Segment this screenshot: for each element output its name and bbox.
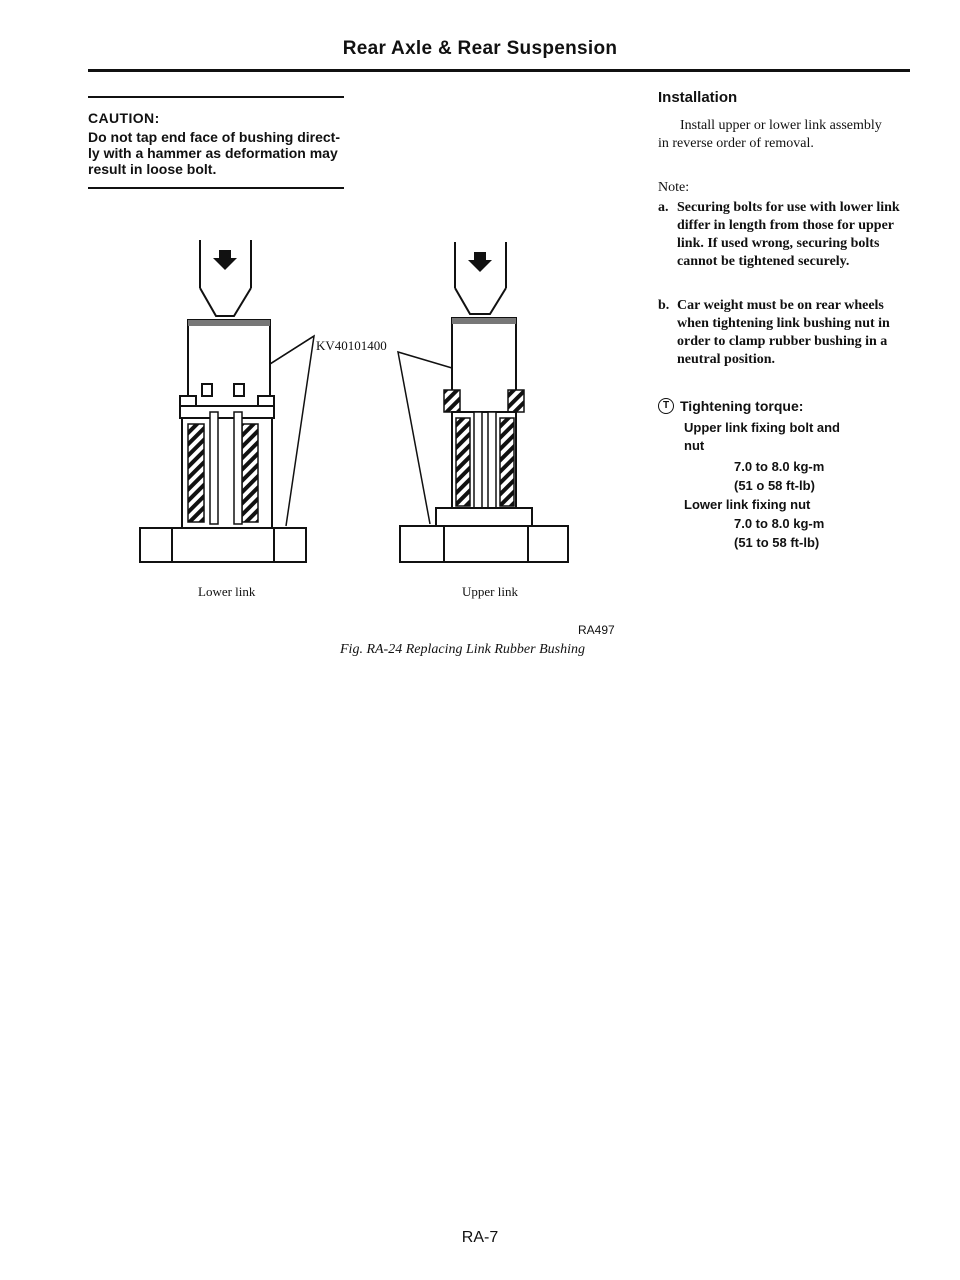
note-letter: b. [658, 298, 670, 313]
figure-code: RA497 [578, 623, 615, 637]
note-letter: a. [658, 200, 669, 215]
lower-link-label: Lower link [198, 584, 256, 599]
header-rule [88, 69, 910, 72]
installation-text [658, 117, 918, 153]
tool-number-label: KV40101400 [316, 338, 387, 353]
page-title: Rear Axle & Rear Suspension [342, 38, 618, 59]
arrow-down-icon [213, 250, 237, 270]
upper-torque-value-imperial: (51 o 58 ft-lb) [734, 478, 815, 493]
torque-title-row [658, 398, 918, 414]
note-label: Note: [658, 180, 690, 195]
press-ram-lower [200, 240, 251, 316]
caution-title: CAUTION: [88, 110, 160, 126]
upper-fixing-title-2: nut [684, 438, 705, 453]
press-ram-upper [455, 242, 506, 314]
upper-fixing-title-1: Upper link fixing bolt and [684, 420, 840, 435]
upper-link-assembly [398, 242, 568, 562]
caution-line-2: ly with a hammer as deformation may [88, 145, 338, 161]
caution-bottom-rule [88, 187, 344, 189]
installation-text-line-1: Install upper or lower link assembly [680, 118, 882, 133]
installation-heading: Installation [658, 89, 738, 106]
figure-caption: Fig. RA-24 Replacing Link Rubber Bushing [340, 642, 585, 657]
page-number: RA-7 [461, 1229, 499, 1246]
note-item-b [658, 297, 914, 369]
upper-link-label: Upper link [462, 584, 518, 599]
upper-torque-value-metric: 7.0 to 8.0 kg-m [734, 459, 825, 474]
lower-link-assembly [140, 240, 314, 562]
torque-title: Tightening torque: [680, 398, 804, 414]
tightening-torque-block [658, 398, 918, 414]
caution-box [88, 96, 344, 189]
note-text: Car weight must be on rear wheels when tightening link bushing nut in order to clamp rubber bushing in a neutral position. [677, 298, 890, 367]
note-item-a [658, 199, 914, 271]
caution-body [88, 129, 344, 177]
caution-top-rule [88, 96, 344, 98]
bushing-replacement-diagram [130, 228, 590, 578]
note-text: Securing bolts for use with lower link differ in length from those for upper link. If used wrong, securing bolts cannot be tightened securely. [677, 200, 900, 269]
installation-text-line-2: in reverse order of removal. [658, 136, 814, 151]
torque-icon: T [658, 398, 674, 414]
arrow-down-icon [468, 252, 492, 272]
caution-line-1: Do not tap end face of bushing direct- [88, 129, 340, 145]
lower-torque-value-metric: 7.0 to 8.0 kg-m [734, 516, 825, 531]
lower-fixing-title: Lower link fixing nut [684, 497, 811, 512]
lower-torque-value-imperial: (51 to 58 ft-lb) [734, 535, 820, 550]
caution-line-3: result in loose bolt. [88, 161, 217, 177]
